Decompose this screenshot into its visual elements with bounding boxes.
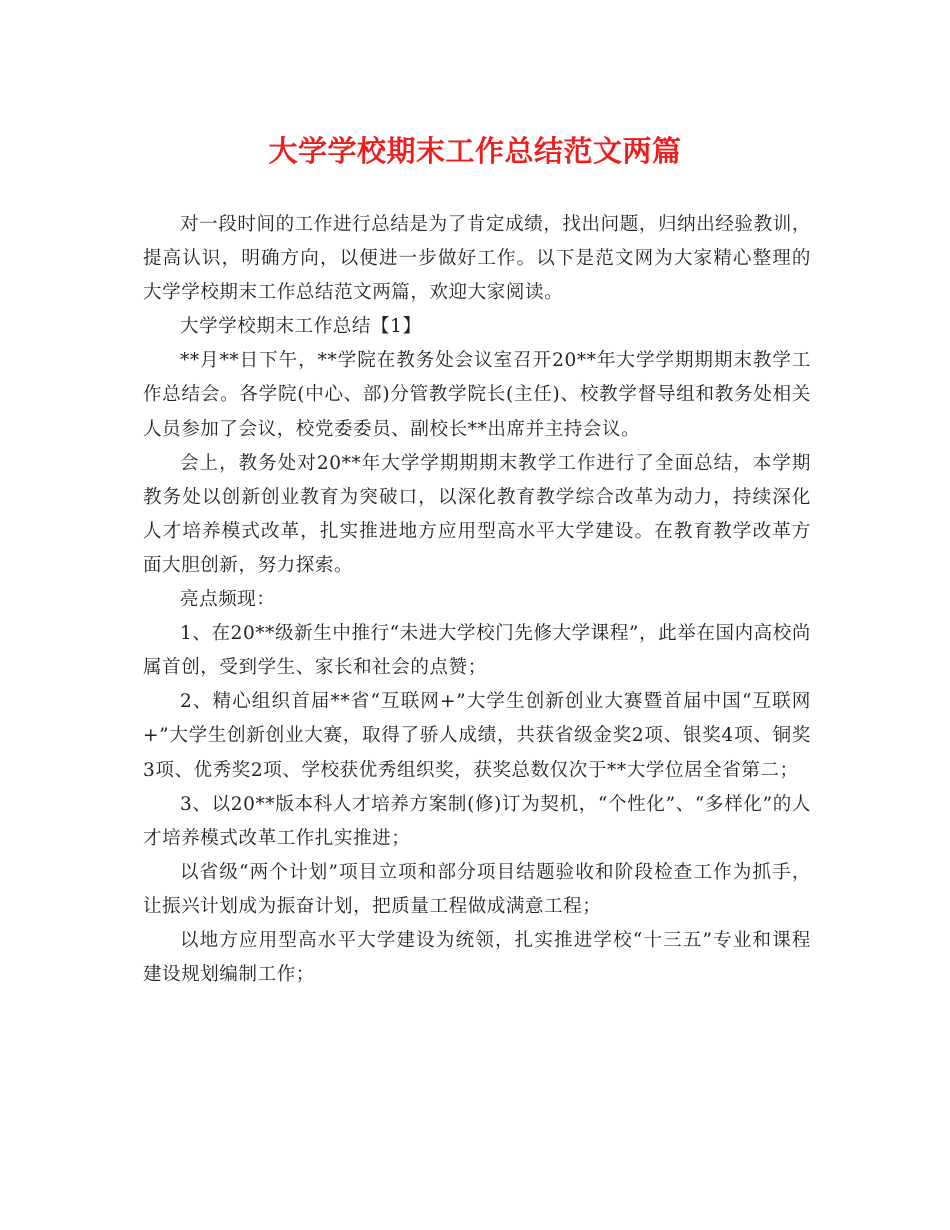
plan-paragraph-1: 以省级“两个计划”项目立项和部分项目结题验收和阶段检查工作为抓手，让振兴计划成为振奋计划，把质量工程做成满意工程； xyxy=(143,861,811,917)
highlight-item-3: 3、以20**版本科人才培养方案制(修)订为契机，“个性化”、“多样化”的人才培养模式改革工作扎实推进； xyxy=(143,793,811,849)
intro-paragraph: 对一段时间的工作进行总结是为了肯定成绩，找出问题，归纳出经验教训，提高认识，明确方向，以便进一步做好工作。以下是范文网为大家精心整理的大学学校期末工作总结范文两篇，欢迎大家阅读。 xyxy=(143,214,811,304)
meeting-paragraph: **月**日下午，**学院在教务处会议室召开20**年大学学期期期末教学工作总结会。各学院(中心、部)分管教学院长(主任)、校教学督导组和教务处相关人员参加了会议，校党委委员、副校长**出席并主持会议。 xyxy=(143,350,811,440)
document-body xyxy=(143,208,811,992)
document-title: 大学学校期末工作总结范文两篇 xyxy=(268,134,682,168)
highlight-item-1: 1、在20**级新生中推行“未进大学校门先修大学课程”，此举在国内高校尚属首创，受到学生、家长和社会的点赞； xyxy=(143,623,811,679)
highlight-item-2: 2、精心组织首届**省“互联网+”大学生创新创业大赛暨首届中国“互联网+”大学生创新创业大赛，取得了骄人成绩，共获省级金奖2项、银奖4项、铜奖3项、优秀奖2项、学校获优秀组织奖，获奖总数仅次于**大学位居全省第二； xyxy=(143,691,811,781)
section-heading-1: 大学学校期末工作总结【1】 xyxy=(180,316,422,338)
highlights-label: 亮点频现： xyxy=(180,589,276,611)
summary-paragraph: 会上，教务处对20**年大学学期期期末教学工作进行了全面总结，本学期教务处以创新创业教育为突破口，以深化教育教学综合改革为动力，持续深化人才培养模式改革，扎实推进地方应用型高水平大学建设。在教育教学改革方面大胆创新，努力探索。 xyxy=(143,452,811,576)
plan-paragraph-2: 以地方应用型高水平大学建设为统领，扎实推进学校“十三五”专业和课程建设规划编制工作； xyxy=(143,929,811,986)
